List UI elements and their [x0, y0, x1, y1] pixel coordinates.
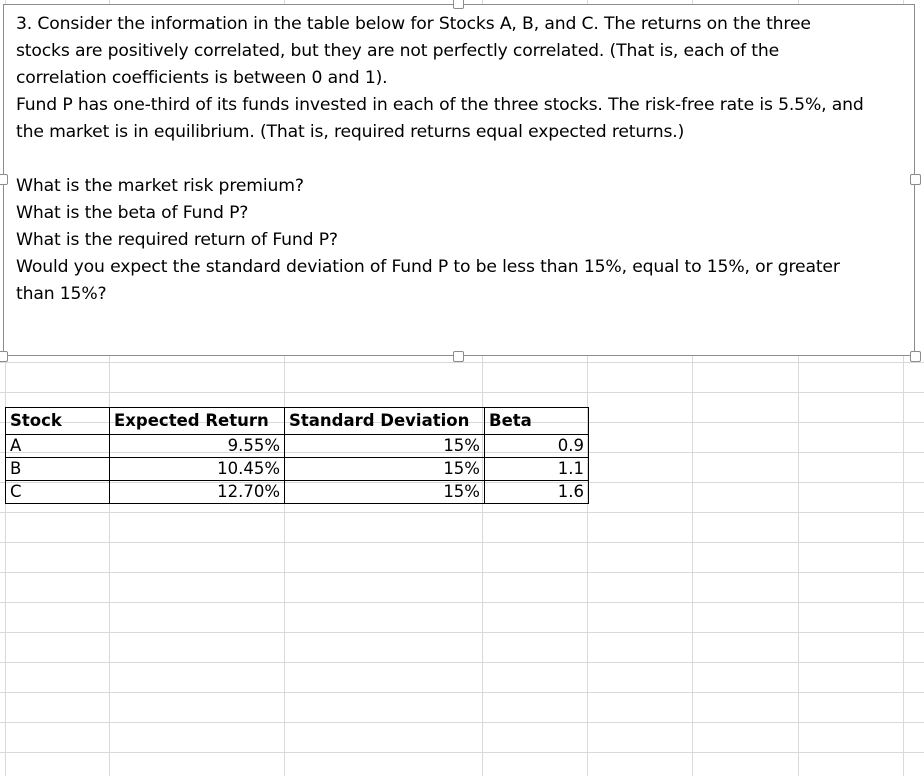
stock-table	[5, 407, 589, 504]
table-cell[interactable]: 1.6	[485, 481, 589, 504]
table-cell[interactable]: 15%	[285, 435, 485, 458]
table-cell[interactable]: C	[6, 481, 110, 504]
sub-question: What is the required return of Fund P?	[16, 230, 338, 250]
question-line: 3. Consider the information in the table below for Stocks A, B, and C. The returns on the three	[16, 14, 811, 34]
table-cell[interactable]: A	[6, 435, 110, 458]
sub-question: What is the market risk premium?	[16, 176, 304, 196]
resize-handle-bottom-left[interactable]	[0, 351, 8, 362]
table-cell[interactable]: 1.1	[485, 458, 589, 481]
table-row	[6, 481, 589, 504]
resize-handle-top-center[interactable]	[453, 0, 464, 9]
header-cell[interactable]: Stock	[6, 408, 110, 435]
resize-handle-middle-right[interactable]	[910, 174, 921, 185]
sub-question: What is the beta of Fund P?	[16, 203, 249, 223]
question-line: the market is in equilibrium. (That is, required returns equal expected returns.)	[16, 122, 685, 142]
table-row	[6, 458, 589, 481]
table-cell[interactable]: 15%	[285, 458, 485, 481]
table-cell[interactable]: B	[6, 458, 110, 481]
sub-question: Would you expect the standard deviation of Fund P to be less than 15%, equal to 15%, or greater	[16, 257, 840, 277]
table-cell[interactable]: 15%	[285, 481, 485, 504]
question-line: correlation coefficients is between 0 and 1).	[16, 68, 388, 88]
table-cell[interactable]: 10.45%	[110, 458, 285, 481]
question-text-box[interactable]	[3, 4, 915, 356]
question-line: Fund P has one-third of its funds invested in each of the three stocks. The risk-free rate is 5.5%, and	[16, 95, 864, 115]
table-cell[interactable]: 0.9	[485, 435, 589, 458]
header-cell[interactable]: Expected Return	[110, 408, 285, 435]
table-row	[6, 435, 589, 458]
sub-question: than 15%?	[16, 284, 107, 304]
question-line: stocks are positively correlated, but they are not perfectly correlated. (That is, each of the	[16, 41, 780, 61]
table-cell[interactable]: 9.55%	[110, 435, 285, 458]
header-cell[interactable]: Standard Deviation	[285, 408, 485, 435]
resize-handle-middle-left[interactable]	[0, 174, 8, 185]
table-header-row	[6, 408, 589, 435]
table-cell[interactable]: 12.70%	[110, 481, 285, 504]
resize-handle-bottom-center[interactable]	[453, 351, 464, 362]
header-cell[interactable]: Beta	[485, 408, 589, 435]
resize-handle-bottom-right[interactable]	[910, 351, 921, 362]
